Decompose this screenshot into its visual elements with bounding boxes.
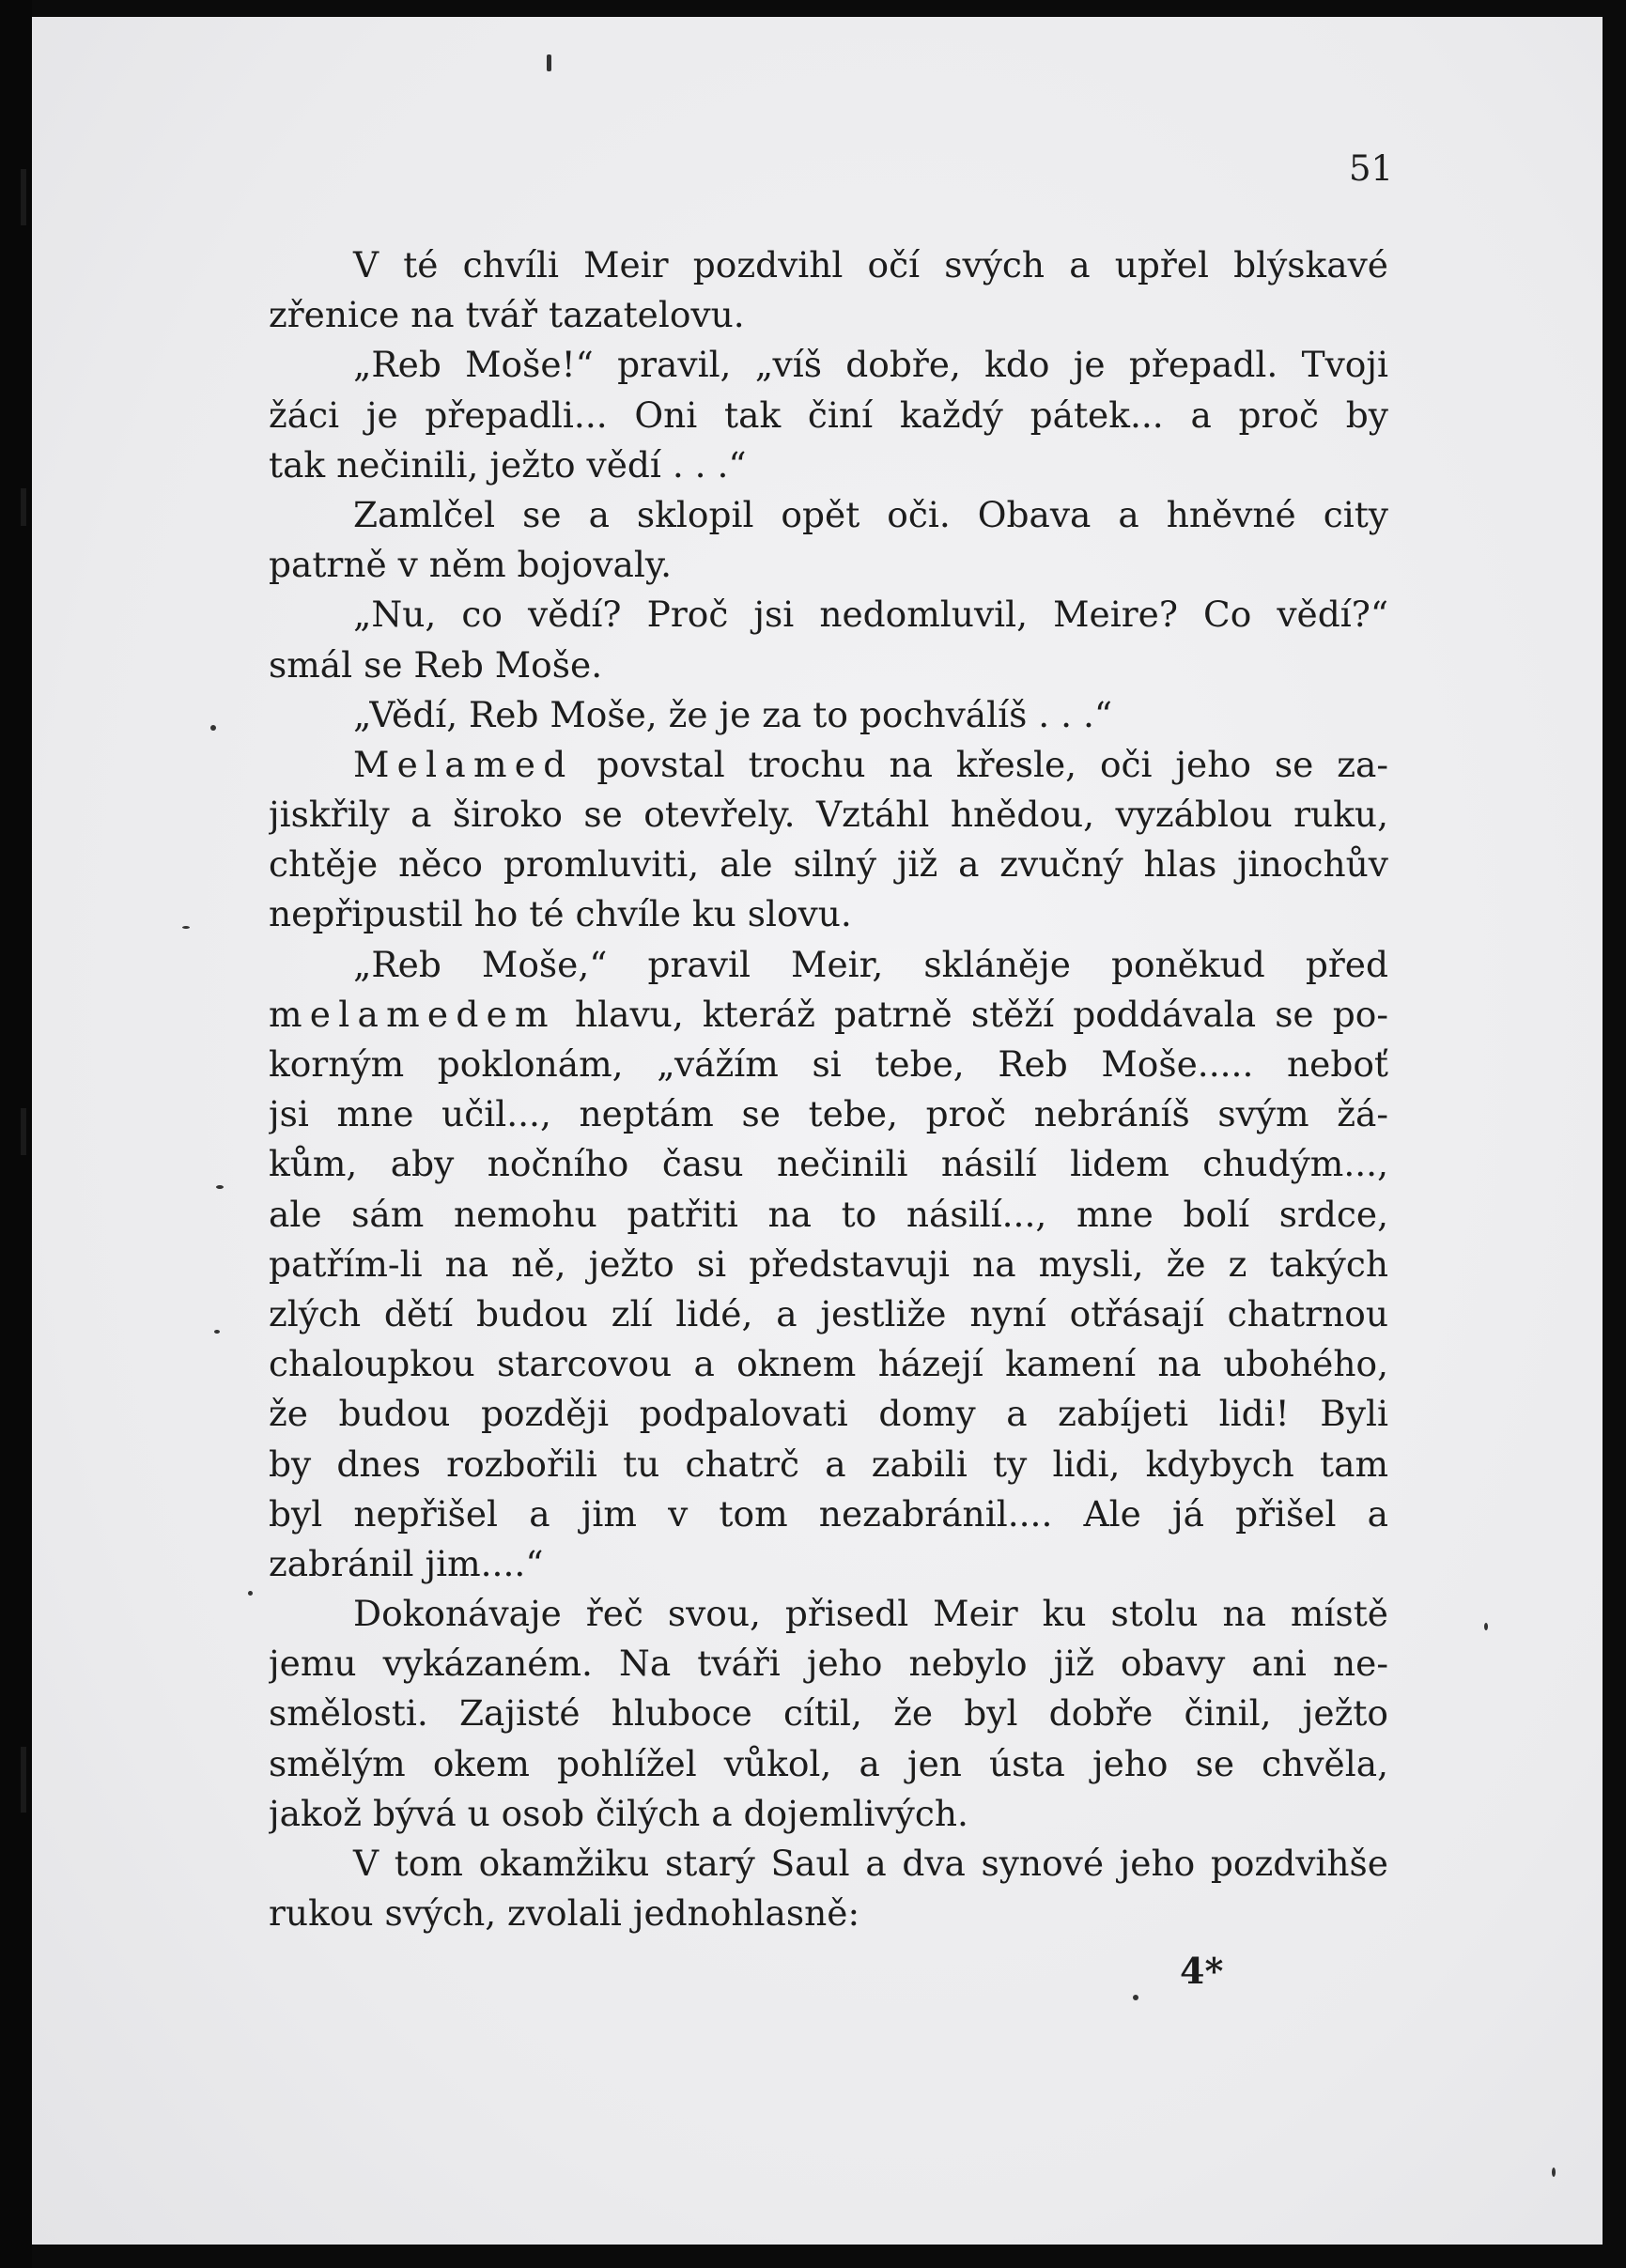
line-text: korným poklonám, „vážím si tebe, Reb Moše..... neboť [269, 1043, 1388, 1085]
line-text: „Reb Moše!“ pravil, „víš dobře, kdo je přepadl. Tvoji [353, 344, 1388, 386]
print-speck [1133, 1995, 1138, 2000]
line-text: ale sám nemohu patřiti na to násilí..., mne bolí srdce, [269, 1193, 1388, 1235]
line-text: chtěje něco promluviti, ale silný již a zvučný hlas jinochův [269, 843, 1388, 886]
line-text: rukou svých, zvolali jednohlasně: [269, 1892, 860, 1935]
text-line [269, 1889, 1388, 1938]
text-line [269, 590, 1388, 640]
line-text: smál se Reb Moše. [269, 643, 603, 686]
line-text: V tom okamžiku starý Saul a dva synové jeho pozdvihše [353, 1843, 1388, 1884]
line-text: jakož bývá u osob čilých a dojemlivých. [269, 1792, 968, 1834]
text-line [269, 1440, 1388, 1489]
line-text: by dnes rozbořili tu chatrč a zabili ty lidi, kdybych tam [269, 1443, 1388, 1485]
line-text: „Vědí, Reb Moše, že je za to pochválíš . . .“ [353, 693, 1113, 735]
text-line [269, 1089, 1388, 1139]
line-text: tak nečinili, ježto vědí . . .“ [269, 443, 747, 486]
printer-signature: 4* [1180, 1950, 1224, 1992]
line-text: žáci je přepadli... Oni tak činí každý pátek... a proč by [269, 393, 1388, 436]
text-line [269, 1539, 1388, 1589]
text-line [269, 1289, 1388, 1339]
line-text: zřenice na tvář tazatelovu. [269, 294, 745, 336]
text-line [269, 440, 1388, 490]
line-text: smělosti. Zajisté hluboce cítil, že byl dobře činil, ježto [269, 1692, 1388, 1735]
text-line [269, 340, 1388, 390]
text-line [269, 391, 1388, 440]
text-line [269, 540, 1388, 590]
line-text: Zamlčel se a sklopil opět oči. Obava a hněvné city [353, 493, 1388, 535]
line-text: kům, aby nočního času nečinili násilí lidem chudým..., [269, 1143, 1388, 1185]
line-text: povstal trochu na křesle, oči jeho se za- [573, 743, 1388, 785]
text-line [269, 290, 1388, 340]
print-speck [1484, 1623, 1488, 1630]
line-text: hlavu, kteráž patrně stěží poddávala se po- [555, 993, 1388, 1035]
text-line [269, 1190, 1388, 1240]
line-text: jsi mne učil..., neptám se tebe, proč nebráníš svým žá- [269, 1093, 1388, 1135]
line-text: „Nu, co vědí? Proč jsi nedomluvil, Meire? Co vědí?“ [353, 594, 1388, 636]
text-line [269, 1789, 1388, 1839]
text-line [269, 840, 1388, 889]
line-text: „Reb Moše,“ pravil Meir, skláněje poněkud před [353, 943, 1388, 985]
book-spine-shadow [0, 0, 32, 2268]
spine-mark [21, 1108, 26, 1155]
text-line [269, 940, 1388, 990]
text-line [269, 740, 1388, 790]
text-line [269, 1139, 1388, 1189]
spaced-word: melamedem [269, 993, 556, 1035]
text-line [269, 1489, 1388, 1539]
text-line [269, 1689, 1388, 1738]
page-number: 51 [1349, 148, 1394, 189]
text-line [269, 990, 1388, 1040]
print-speck [214, 1330, 220, 1334]
print-speck [1552, 2168, 1556, 2177]
line-text: že budou později podpalovati domy a zabíjeti lidi! Byli [269, 1393, 1388, 1435]
spine-mark [21, 488, 26, 526]
line-text: byl nepřišel a jim v tom nezabránil.... Ale já přišel a [269, 1492, 1388, 1535]
print-speck [248, 1591, 253, 1596]
line-text: jiskřily a široko se otevřely. Vztáhl hnědou, vyzáblou ruku, [269, 794, 1388, 836]
print-speck [216, 1185, 224, 1189]
text-line [269, 1739, 1388, 1789]
line-text: smělým okem pohlížel vůkol, a jen ústa jeho se chvěla, [269, 1742, 1388, 1784]
text-line [269, 640, 1388, 690]
text-line [269, 1589, 1388, 1639]
text-line [269, 1339, 1388, 1389]
line-text: patrně v něm bojovaly. [269, 544, 672, 586]
body-text [269, 240, 1388, 1938]
line-text: jemu vykázaném. Na tváři jeho nebylo již obavy ani ne- [269, 1643, 1388, 1685]
line-text: Dokonávaje řeč svou, přisedl Meir ku stolu na místě [353, 1593, 1388, 1635]
line-text: zlých dětí budou zlí lidé, a jestliže nyní otřásají chatrnou [269, 1292, 1388, 1335]
spine-mark [21, 1747, 26, 1813]
spaced-word: Melamed [353, 743, 574, 785]
text-line [269, 790, 1388, 840]
text-line [269, 490, 1388, 540]
text-line [269, 1389, 1388, 1439]
line-text: zabránil jim....“ [269, 1542, 544, 1584]
text-line [269, 889, 1388, 939]
text-line [269, 1639, 1388, 1689]
text-line [269, 690, 1388, 740]
print-speck [547, 54, 551, 71]
line-text: nepřipustil ho té chvíle ku slovu. [269, 893, 852, 935]
text-line [269, 1240, 1388, 1289]
line-text: chaloupkou starcovou a oknem házejí kamení na ubohého, [269, 1343, 1388, 1385]
text-line [269, 240, 1388, 290]
line-text: patřím-li na ně, ježto si představuji na mysli, že z takých [269, 1242, 1388, 1285]
print-speck [182, 926, 190, 929]
text-line [269, 1839, 1388, 1889]
print-speck [210, 725, 216, 731]
line-text: V té chvíli Meir pozdvihl očí svých a upřel blýskavé [353, 244, 1388, 285]
text-line [269, 1040, 1388, 1089]
spine-mark [21, 169, 26, 225]
